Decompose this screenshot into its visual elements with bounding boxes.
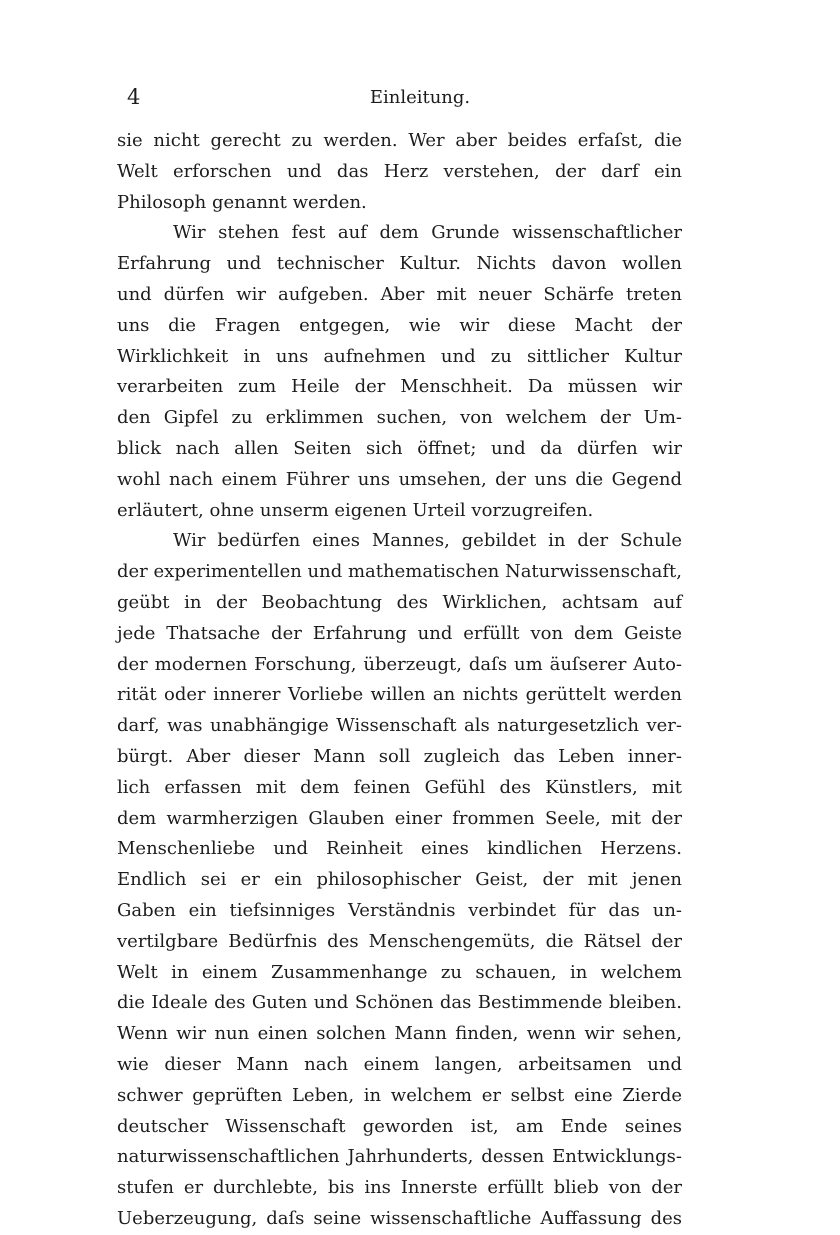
- text-line: wie dieser Mann nach einem langen, arbeitsamen und: [117, 1053, 682, 1075]
- text-line: Menschenliebe und Reinheit eines kindlichen Herzens.: [117, 838, 682, 860]
- text-line: Ueberzeugung, daſs seine wissenschaftliche Auffassung des: [117, 1207, 682, 1229]
- text-line: wohl nach einem Führer uns umsehen, der uns die Gegend: [117, 468, 682, 490]
- text-line: die Ideale des Guten und Schönen das Bestimmende bleiben.: [117, 992, 682, 1014]
- text-line: Gaben ein tiefsinniges Verständnis verbindet für das un-: [117, 899, 682, 921]
- text-line: geübt in der Beobachtung des Wirklichen, achtsam auf: [117, 591, 682, 613]
- text-line: sie nicht gerecht zu werden. Wer aber beides erfaſst, die: [117, 130, 682, 151]
- text-line: stufen er durchlebte, bis ins Innerste erfüllt blieb von der: [117, 1177, 682, 1199]
- text-line: uns die Fragen entgegen, wie wir diese Macht der: [117, 314, 682, 336]
- text-line: darf, was unabhängige Wissenschaft als naturgesetzlich ver-: [117, 715, 682, 737]
- text-line: Welt in einem Zusammenhange zu schauen, in welchem: [117, 961, 682, 983]
- text-line: und dürfen wir aufgeben. Aber mit neuer Schärfe treten: [117, 283, 682, 305]
- text-line: Endlich sei er ein philosophischer Geist, der mit jenen: [117, 869, 682, 891]
- text-line: naturwissenschaftlichen Jahrhunderts, dessen Entwicklungs-: [117, 1146, 682, 1168]
- text-line: lich erfassen mit dem feinen Gefühl des Künstlers, mit: [117, 776, 682, 798]
- text-line: Wir stehen fest auf dem Grunde wissenschaftlicher: [173, 222, 682, 244]
- text-line: rität oder innerer Vorliebe willen an nichts gerüttelt werden: [117, 684, 682, 706]
- text-line: blick nach allen Seiten sich öffnet; und da dürfen wir: [117, 437, 682, 459]
- text-line: jede Thatsache der Erfahrung und erfüllt von dem Geiste: [117, 622, 682, 644]
- text-line: der experimentellen und mathematischen Naturwissenschaft,: [117, 561, 682, 583]
- text-line: dem warmherzigen Glauben einer frommen Seele, mit der: [117, 807, 682, 829]
- text-line: Wirklichkeit in uns aufnehmen und zu sittlicher Kultur: [117, 345, 682, 367]
- text-line: der modernen Forschung, überzeugt, daſs um äuſserer Auto-: [117, 653, 682, 675]
- running-head: Einleitung.: [369, 87, 471, 108]
- text-line: Welt erforschen und das Herz verstehen, der darf ein: [117, 160, 682, 182]
- text-line: Wenn wir nun einen solchen Mann finden, wenn wir sehen,: [117, 1023, 682, 1045]
- text-line: den Gipfel zu erklimmen suchen, von welchem der Um-: [117, 407, 682, 429]
- body-text: [117, 126, 682, 1235]
- text-line: Philosoph genannt werden.: [117, 191, 367, 213]
- text-line: deutscher Wissenschaft geworden ist, am Ende seines: [117, 1115, 682, 1137]
- text-line: vertilgbare Bedürfnis des Menschengemüts, die Rätsel der: [117, 930, 682, 952]
- text-line: schwer geprüften Leben, in welchem er selbst eine Zierde: [117, 1084, 682, 1106]
- text-line: Wir bedürfen eines Mannes, gebildet in der Schule: [173, 530, 682, 552]
- text-line: bürgt. Aber dieser Mann soll zugleich das Leben inner-: [117, 745, 682, 767]
- text-line: erläutert, ohne unserm eigenen Urteil vorzugreifen.: [117, 499, 594, 521]
- page-number: 4: [127, 85, 141, 109]
- text-line: Erfahrung und technischer Kultur. Nichts davon wollen: [117, 253, 682, 275]
- text-line: verarbeiten zum Heile der Menschheit. Da müssen wir: [117, 376, 682, 398]
